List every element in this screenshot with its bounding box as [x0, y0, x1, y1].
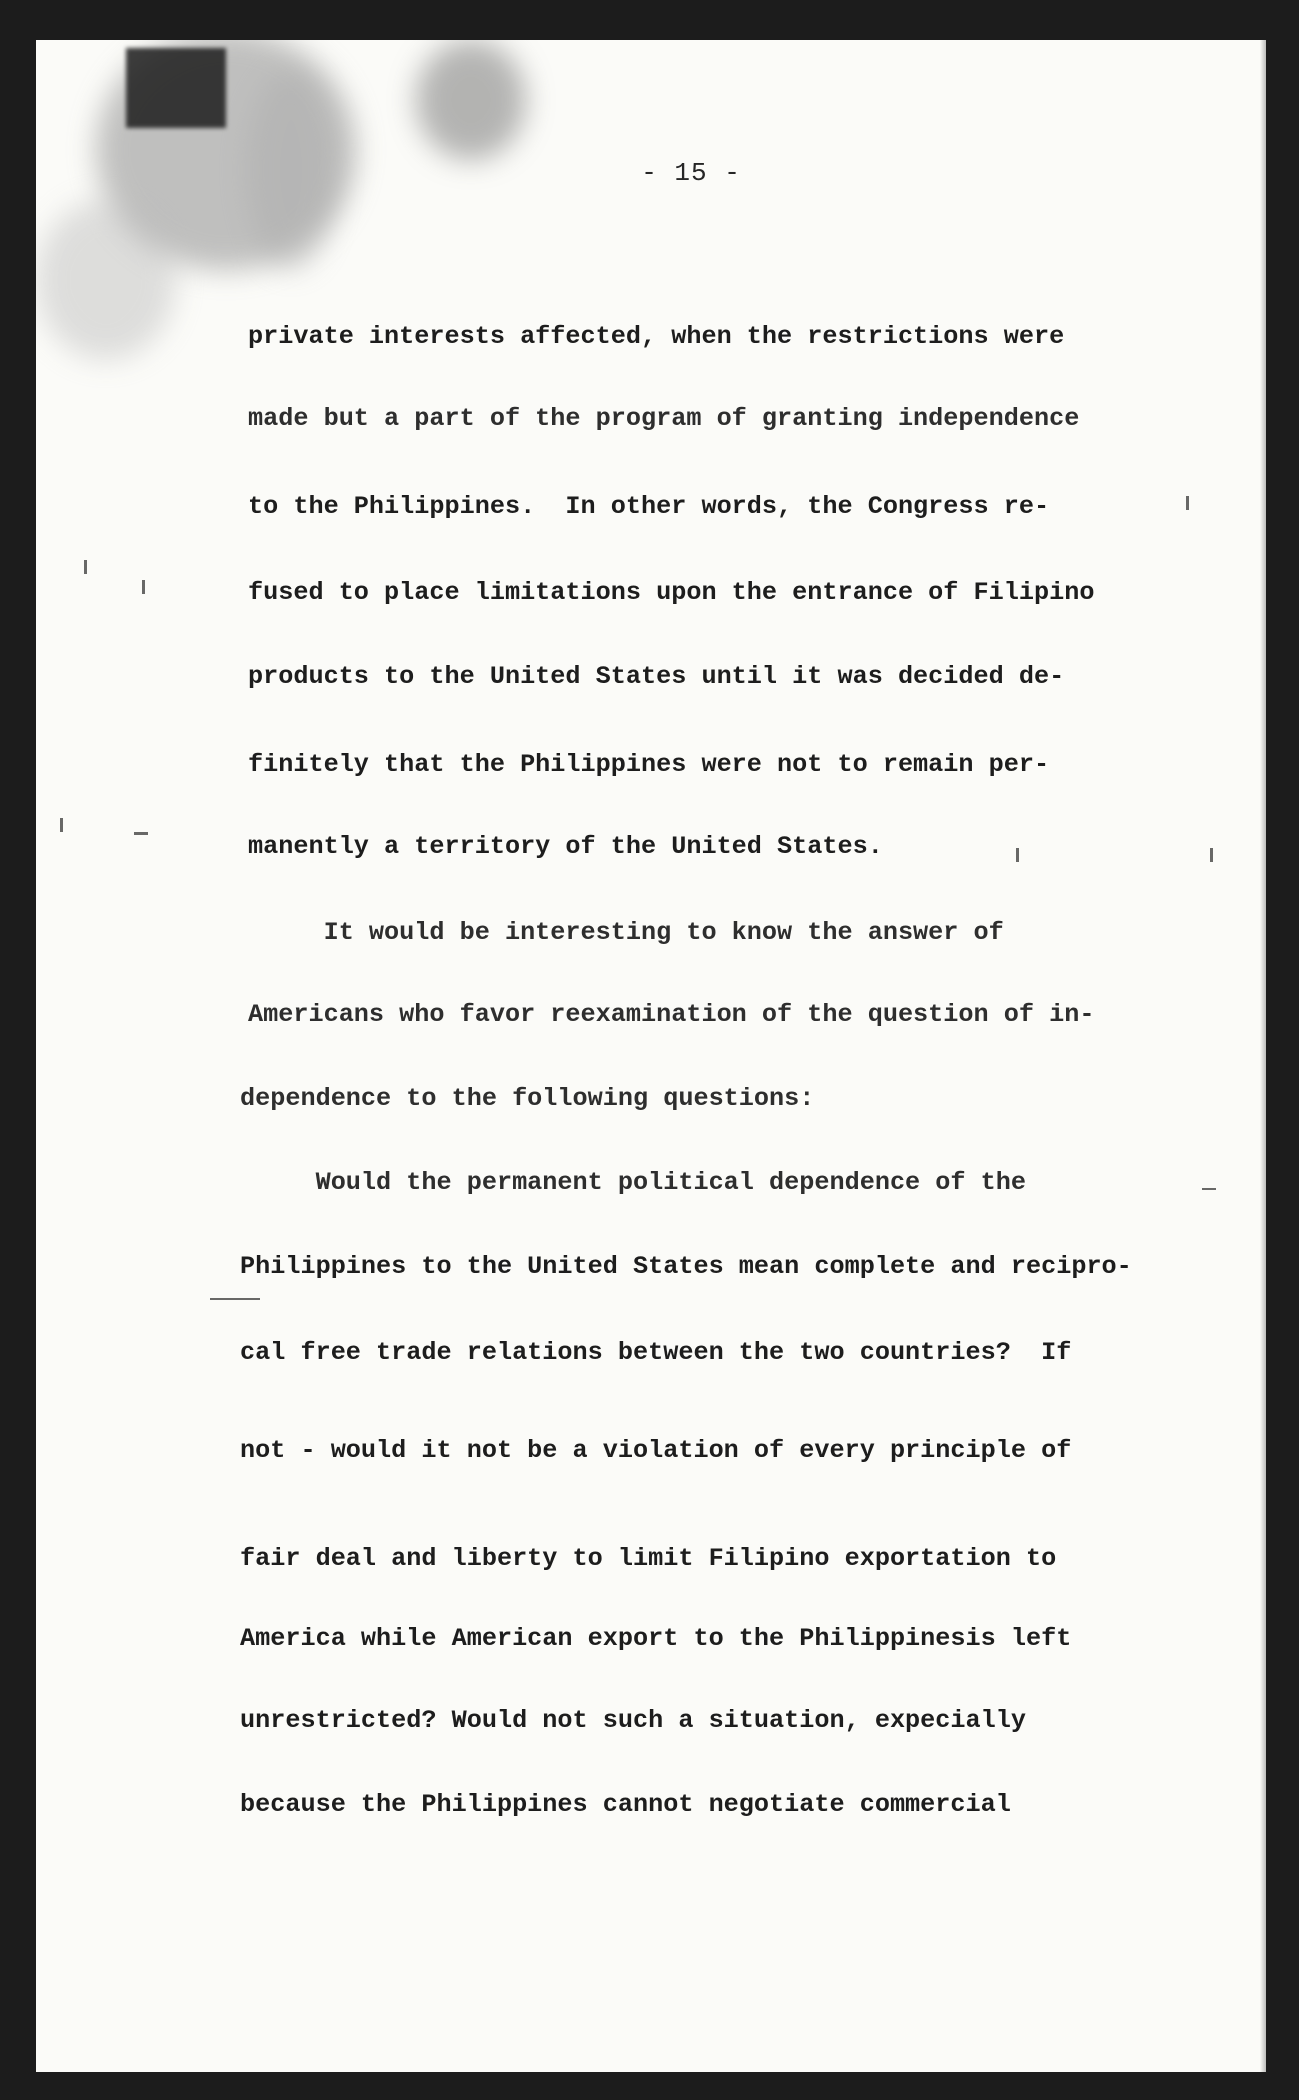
- document-page: [36, 40, 1266, 2072]
- text-line: unrestricted? Would not such a situation, expecially: [240, 1706, 1026, 1735]
- page-number: - 15 -: [641, 158, 741, 188]
- text-line: made but a part of the program of granting independence: [248, 404, 1080, 433]
- text-line: products to the United States until it was decided de-: [248, 662, 1065, 691]
- ink-speck: [210, 1298, 260, 1300]
- text-line: America while American export to the Philippinesis left: [240, 1624, 1072, 1653]
- ink-speck: [1016, 848, 1019, 862]
- text-line: fair deal and liberty to limit Filipino exportation to: [240, 1544, 1057, 1573]
- text-line: cal free trade relations between the two countries? If: [240, 1338, 1072, 1367]
- text-line: Would the permanent political dependence of the: [240, 1168, 1026, 1197]
- ink-speck: [60, 818, 63, 832]
- text-line: dependence to the following questions:: [240, 1084, 815, 1113]
- text-line: manently a territory of the United States.: [248, 832, 883, 861]
- text-line: fused to place limitations upon the entrance of Filipino: [248, 578, 1095, 607]
- ink-speck: [1202, 1188, 1216, 1190]
- text-line: Americans who favor reexamination of the question of in-: [248, 1000, 1095, 1029]
- text-line: finitely that the Philippines were not to remain per-: [248, 750, 1050, 779]
- ink-speck: [134, 832, 148, 835]
- text-line: Philippines to the United States mean complete and recipro-: [240, 1252, 1132, 1281]
- ink-speck: [84, 560, 87, 574]
- body-text: [36, 40, 1266, 2072]
- ink-speck: [1210, 848, 1213, 862]
- text-line: to the Philippines. In other words, the Congress re-: [248, 492, 1050, 521]
- text-line: It would be interesting to know the answer of: [248, 918, 1004, 947]
- text-line: not - would it not be a violation of every principle of: [240, 1436, 1072, 1465]
- text-line: private interests affected, when the restrictions were: [248, 322, 1065, 351]
- ink-speck: [142, 580, 145, 594]
- text-line: because the Philippines cannot negotiate commercial: [240, 1790, 1011, 1819]
- ink-speck: [1186, 496, 1189, 510]
